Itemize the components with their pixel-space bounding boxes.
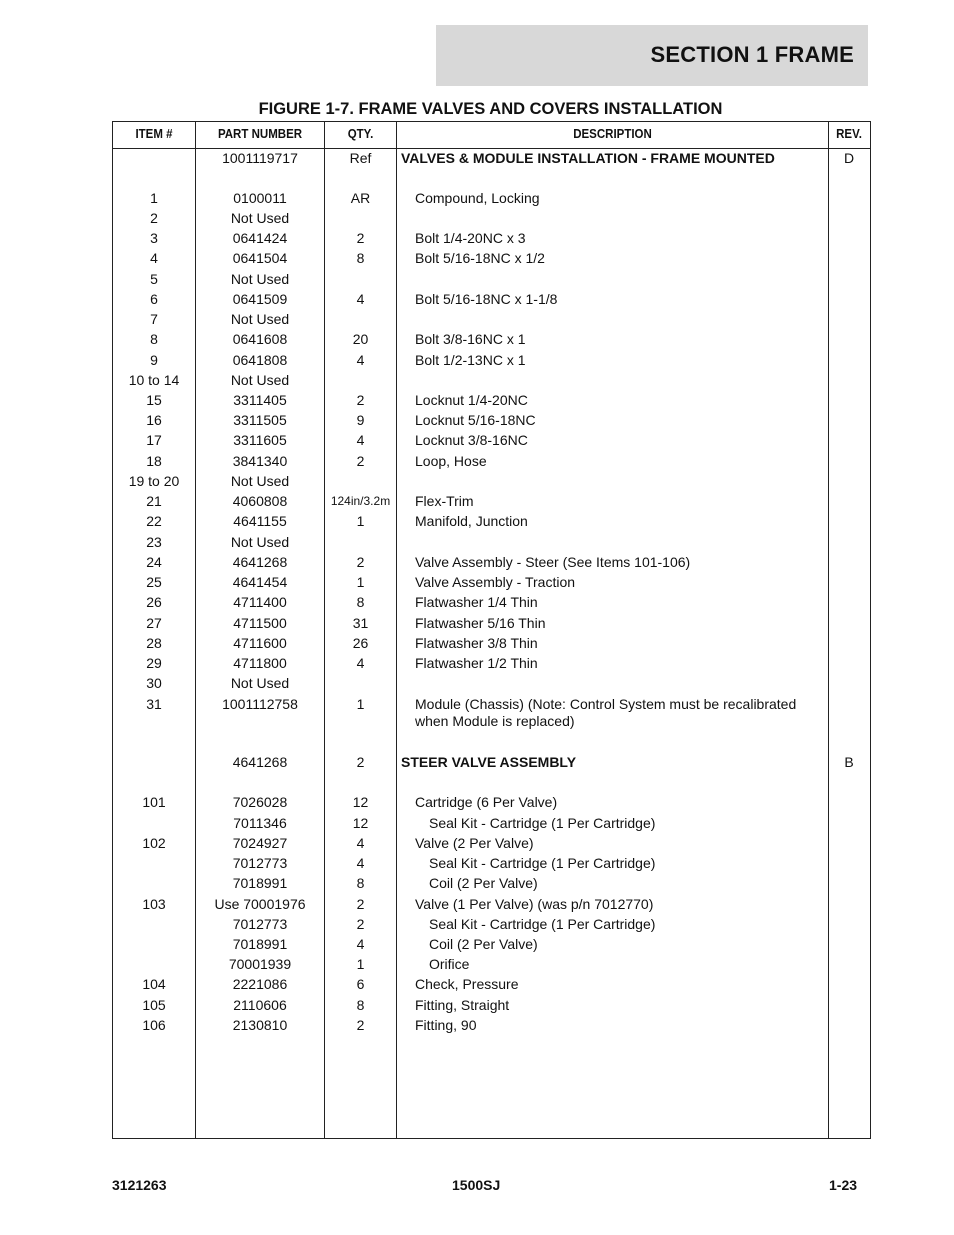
table-row <box>113 248 870 268</box>
qty-cell: 9 <box>356 412 365 428</box>
part-number-cell: 4641454 <box>232 574 288 590</box>
footer-doc-number: 3121263 <box>112 1177 167 1193</box>
table-row <box>113 873 870 893</box>
description-cell: Locknut 5/16-18NC <box>415 412 536 428</box>
qty-cell: 6 <box>356 976 365 992</box>
qty-cell: 31 <box>352 615 369 631</box>
item-number-cell: 101 <box>142 794 166 810</box>
part-number-cell: 2221086 <box>232 976 288 992</box>
qty-cell: 4 <box>356 352 365 368</box>
description-cell: Coil (2 Per Valve) <box>429 875 538 891</box>
table-row <box>113 752 870 772</box>
part-number-cell: 7011346 <box>233 815 287 831</box>
item-number-cell: 25 <box>146 574 162 590</box>
description-cell: Orifice <box>429 956 470 972</box>
table-row <box>113 188 870 208</box>
description-cell: Bolt 1/2-13NC x 1 <box>415 352 526 368</box>
qty-cell: 2 <box>356 453 365 469</box>
item-number-cell: 17 <box>146 432 162 448</box>
part-number-cell: 3311405 <box>233 392 287 408</box>
rev-cell: B <box>844 754 854 770</box>
table-row <box>113 289 870 309</box>
qty-cell: 8 <box>356 594 365 610</box>
qty-cell: 4 <box>356 291 365 307</box>
qty-cell: 4 <box>356 432 365 448</box>
part-number-cell: 7024927 <box>232 835 288 851</box>
description-cell: Flatwasher 5/16 Thin <box>415 615 546 631</box>
qty-cell: Ref <box>349 150 372 166</box>
footer-model: 1500SJ <box>452 1177 501 1193</box>
table-row <box>113 673 870 693</box>
qty-cell: 4 <box>356 655 365 671</box>
item-number-cell: 4 <box>150 250 158 266</box>
table-row <box>113 532 870 552</box>
figure-title: FIGURE 1-7. FRAME VALVES AND COVERS INSTALLATION <box>258 100 723 118</box>
table-row <box>113 694 870 729</box>
table-row <box>113 833 870 853</box>
table-row <box>113 813 870 833</box>
part-number-cell: 0641424 <box>232 230 288 246</box>
item-number-cell: 103 <box>142 896 166 912</box>
part-number-cell: 3311505 <box>233 412 287 428</box>
item-number-cell: 15 <box>146 392 162 408</box>
table-row <box>113 471 870 491</box>
part-number-cell: 0641608 <box>232 331 288 347</box>
part-number-cell: 3841340 <box>232 453 288 469</box>
description-cell: Seal Kit - Cartridge (1 Per Cartridge) <box>429 855 656 871</box>
part-number-cell: 4711600 <box>233 635 287 651</box>
table-row <box>113 792 870 812</box>
table-header <box>113 122 870 149</box>
qty-cell: 124in/3.2m <box>330 494 391 508</box>
description-cell: Bolt 1/4-20NC x 3 <box>415 230 526 246</box>
item-number-cell: 30 <box>146 675 162 691</box>
part-number-cell: Use 70001976 <box>214 896 306 912</box>
part-number-cell: 2130810 <box>232 1017 288 1033</box>
table-row <box>113 491 870 511</box>
table-row <box>113 269 870 289</box>
item-number-cell: 27 <box>146 615 162 631</box>
part-number-cell: 3311605 <box>233 432 287 448</box>
rev-cell: D <box>843 150 855 166</box>
qty-cell: 12 <box>352 794 369 810</box>
item-number-cell: 105 <box>142 997 166 1013</box>
table-row <box>113 511 870 531</box>
table-row <box>113 894 870 914</box>
part-number-cell: 0641808 <box>232 352 288 368</box>
qty-cell: 8 <box>356 875 365 891</box>
part-number-cell: 4641268 <box>232 554 288 570</box>
part-number-cell: Not Used <box>230 675 290 691</box>
qty-cell: 2 <box>356 754 365 770</box>
part-number-cell: 2110606 <box>233 997 287 1013</box>
description-cell: Valve (1 Per Valve) (was p/n 7012770) <box>415 896 654 912</box>
part-number-cell: 4711800 <box>233 655 287 671</box>
description-cell: Manifold, Junction <box>415 513 528 529</box>
item-number-cell: 23 <box>146 534 162 550</box>
part-number-cell: Not Used <box>230 210 290 226</box>
description-cell: Bolt 3/8-16NC x 1 <box>415 331 526 347</box>
description-cell: Module (Chassis) (Note: Control System must be recalibrated when Module is replaced) <box>415 696 797 729</box>
description-cell: Seal Kit - Cartridge (1 Per Cartridge) <box>429 916 656 932</box>
description-cell: Compound, Locking <box>415 190 540 206</box>
qty-cell: 2 <box>356 392 365 408</box>
part-number-cell: 7018991 <box>232 936 288 952</box>
item-number-cell: 26 <box>146 594 162 610</box>
table-row <box>113 934 870 954</box>
table-row <box>113 228 870 248</box>
qty-cell: 2 <box>356 230 365 246</box>
table-row <box>113 633 870 653</box>
item-number-cell: 29 <box>146 655 162 671</box>
table-row <box>113 613 870 633</box>
qty-cell: 2 <box>356 916 365 932</box>
table-row <box>113 552 870 572</box>
part-number-cell: 1001119717 <box>222 150 298 166</box>
part-number-cell: Not Used <box>230 311 290 327</box>
header-description: DESCRIPTION <box>573 127 652 141</box>
qty-cell: 2 <box>356 896 365 912</box>
description-cell: Locknut 3/8-16NC <box>415 432 528 448</box>
description-cell: Loop, Hose <box>415 453 487 469</box>
header-qty: QTY. <box>347 127 374 141</box>
item-number-cell: 102 <box>142 835 166 851</box>
qty-cell: 26 <box>352 635 369 651</box>
description-cell: Fitting, 90 <box>415 1017 477 1033</box>
item-number-cell: 28 <box>146 635 162 651</box>
table-row <box>113 914 870 934</box>
table-row <box>113 410 870 430</box>
description-cell: Fitting, Straight <box>415 997 510 1013</box>
table-row <box>113 329 870 349</box>
description-cell: Flatwasher 1/4 Thin <box>415 594 538 610</box>
item-number-cell: 18 <box>146 453 162 469</box>
description-cell: Bolt 5/16-18NC x 1-1/8 <box>415 291 558 307</box>
description-cell: Locknut 1/4-20NC <box>415 392 528 408</box>
table-row <box>113 653 870 673</box>
description-cell: Check, Pressure <box>415 976 519 992</box>
footer-page-number: 1-23 <box>829 1177 858 1193</box>
table-row <box>113 954 870 974</box>
table-row <box>113 309 870 329</box>
table-row <box>113 390 870 410</box>
table-row <box>113 451 870 471</box>
description-cell: Flatwasher 1/2 Thin <box>415 655 538 671</box>
qty-cell: 20 <box>352 331 369 347</box>
part-number-cell: 7012773 <box>232 855 288 871</box>
item-number-cell: 10 to 14 <box>128 372 180 388</box>
header-rev: REV. <box>836 127 862 141</box>
part-number-cell: 4641268 <box>232 754 288 770</box>
section-header-box <box>436 25 868 86</box>
qty-cell: AR <box>350 190 371 206</box>
qty-cell: 1 <box>356 956 365 972</box>
item-number-cell: 3 <box>150 230 158 246</box>
qty-cell: 12 <box>352 815 369 831</box>
table-row <box>113 853 870 873</box>
part-number-cell: 0100011 <box>233 190 287 206</box>
item-number-cell: 19 to 20 <box>128 473 180 489</box>
item-number-cell: 16 <box>146 412 162 428</box>
table-row <box>113 592 870 612</box>
part-number-cell: 4060808 <box>232 493 288 509</box>
header-part-number: PART NUMBER <box>217 127 303 141</box>
description-cell: Valve (2 Per Valve) <box>415 835 534 851</box>
part-number-cell: 7026028 <box>232 794 288 810</box>
description-cell: Valve Assembly - Traction <box>415 574 576 590</box>
part-number-cell: 4641155 <box>233 513 287 529</box>
item-number-cell: 22 <box>146 513 162 529</box>
part-number-cell: Not Used <box>230 473 290 489</box>
qty-cell: 2 <box>356 1017 365 1033</box>
table-row <box>113 995 870 1015</box>
part-number-cell: 0641509 <box>232 291 288 307</box>
item-number-cell: 9 <box>150 352 158 368</box>
description-cell: Valve Assembly - Steer (See Items 101-106) <box>415 554 691 570</box>
table-row <box>113 430 870 450</box>
parts-table <box>112 121 871 1139</box>
header-item: ITEM # <box>135 127 173 141</box>
qty-cell: 1 <box>356 574 365 590</box>
qty-cell: 4 <box>356 936 365 952</box>
item-number-cell: 2 <box>150 210 158 226</box>
part-number-cell: Not Used <box>230 372 290 388</box>
table-row <box>113 974 870 994</box>
qty-cell: 8 <box>356 997 365 1013</box>
part-number-cell: 4711500 <box>233 615 287 631</box>
description-cell: STEER VALVE ASSEMBLY <box>401 754 577 770</box>
item-number-cell: 21 <box>146 493 162 509</box>
item-number-cell: 7 <box>150 311 158 327</box>
item-number-cell: 104 <box>142 976 166 992</box>
part-number-cell: Not Used <box>230 271 290 287</box>
qty-cell: 2 <box>356 554 365 570</box>
part-number-cell: 7012773 <box>232 916 288 932</box>
qty-cell: 1 <box>356 513 365 529</box>
description-cell: Flex-Trim <box>415 493 474 509</box>
description-cell: Bolt 5/16-18NC x 1/2 <box>415 250 545 266</box>
item-number-cell: 24 <box>146 554 162 570</box>
qty-cell: 1 <box>356 696 365 712</box>
part-number-cell: 7018991 <box>232 875 288 891</box>
item-number-cell: 1 <box>150 190 158 206</box>
part-number-cell: 1001112758 <box>222 696 298 712</box>
table-row <box>113 350 870 370</box>
item-number-cell: 106 <box>142 1017 166 1033</box>
description-cell: Cartridge (6 Per Valve) <box>415 794 558 810</box>
part-number-cell: 4711400 <box>233 594 287 610</box>
item-number-cell: 31 <box>146 696 162 712</box>
item-number-cell: 8 <box>150 331 158 347</box>
description-cell: Seal Kit - Cartridge (1 Per Cartridge) <box>429 815 656 831</box>
part-number-cell: 70001939 <box>228 956 292 972</box>
qty-cell: 4 <box>356 855 365 871</box>
part-number-cell: Not Used <box>230 534 290 550</box>
table-row <box>113 572 870 592</box>
table-row <box>113 148 870 168</box>
item-number-cell: 6 <box>150 291 158 307</box>
part-number-cell: 0641504 <box>232 250 288 266</box>
table-row <box>113 370 870 390</box>
description-cell: VALVES & MODULE INSTALLATION - FRAME MOUNTED <box>401 150 775 166</box>
section-title: SECTION 1 FRAME <box>650 42 854 67</box>
qty-cell: 4 <box>356 835 365 851</box>
table-row <box>113 1015 870 1035</box>
item-number-cell: 5 <box>150 271 158 287</box>
description-cell: Flatwasher 3/8 Thin <box>415 635 538 651</box>
table-row <box>113 208 870 228</box>
qty-cell: 8 <box>356 250 365 266</box>
description-cell: Coil (2 Per Valve) <box>429 936 538 952</box>
